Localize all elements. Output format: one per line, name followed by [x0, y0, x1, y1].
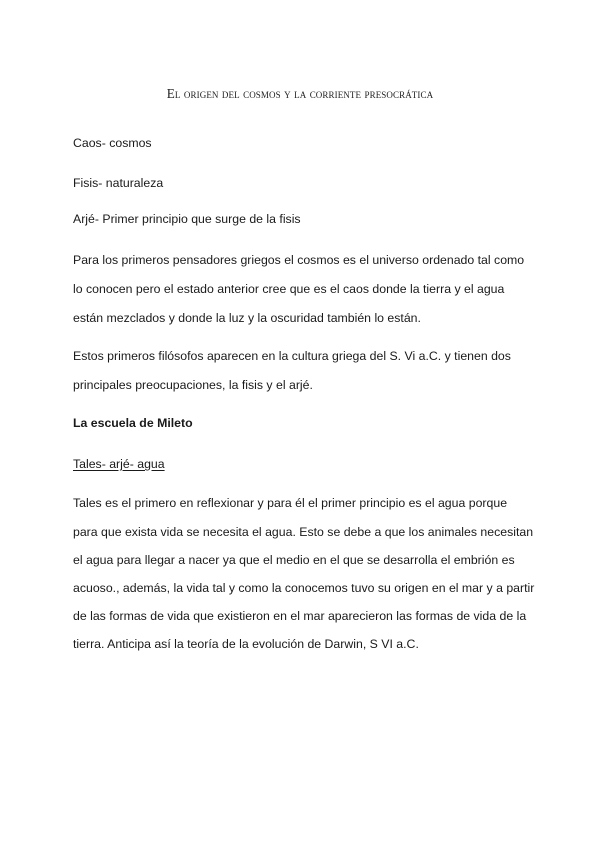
- paragraph3-line: el agua para llegar a nacer ya que el medio en el que se desarrolla el embrión es: [73, 553, 515, 567]
- paragraph3-line: de las formas de vida que existieron en el mar aparecieron las formas de vida de la: [73, 609, 527, 623]
- paragraph1-line: lo conocen pero el estado anterior cree que es el caos donde la tierra y el agua: [73, 282, 505, 296]
- section-heading: La escuela de Mileto: [73, 416, 193, 430]
- page-title: [0, 86, 600, 102]
- paragraph3-line: acuoso., además, la vida tal y como la conocemos tuvo su origen en el mar y a partir: [73, 581, 535, 595]
- paragraph3-line: Tales es el primero en reflexionar y para él el primer principio es el agua porque: [73, 496, 508, 510]
- paragraph1-line: están mezclados y donde la luz y la oscuridad también lo están.: [73, 311, 421, 325]
- paragraph2-line: Estos primeros filósofos aparecen en la cultura griega del S. Vi a.C. y tienen dos: [73, 349, 511, 363]
- definition-arje: Arjé- Primer principio que surge de la fisis: [73, 212, 301, 226]
- subheading: Tales- arjé- agua: [73, 457, 165, 471]
- paragraph2-line: principales preocupaciones, la fisis y el arjé.: [73, 378, 313, 392]
- paragraph3-line: para que exista vida se necesita el agua. Esto se debe a que los animales necesitan: [73, 525, 534, 539]
- paragraph1-line: Para los primeros pensadores griegos el cosmos es el universo ordenado tal como: [73, 253, 525, 267]
- title-text: El origen del cosmos y la corriente presocrática: [166, 86, 434, 101]
- definition-caos: Caos- cosmos: [73, 136, 152, 150]
- paragraph3-line: tierra. Anticipa así la teoría de la evolución de Darwin, S VI a.C.: [73, 637, 419, 651]
- definition-fisis: Fisis- naturaleza: [73, 176, 164, 190]
